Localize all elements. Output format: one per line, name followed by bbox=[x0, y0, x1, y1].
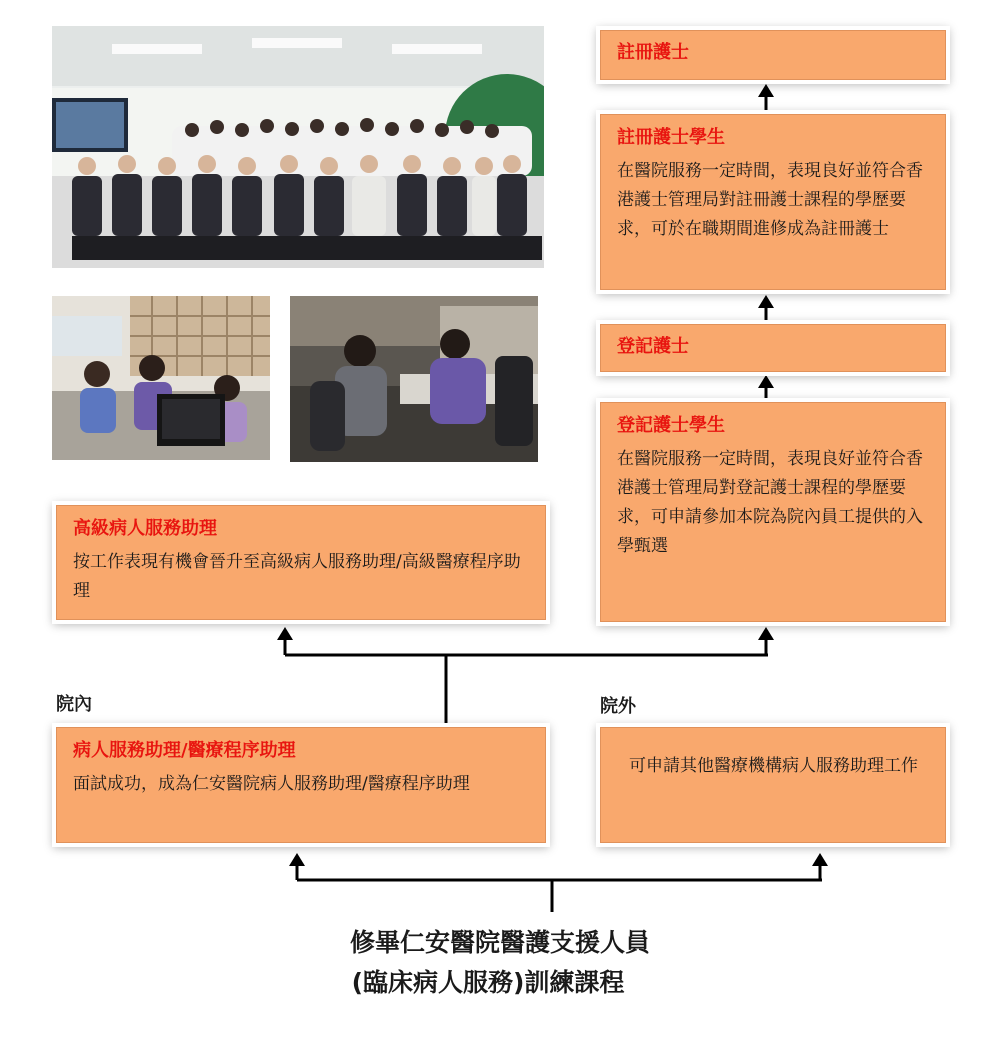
enrolled-nurse-student-desc: 在醫院服務一定時間，表現良好並符合香港護士管理局對登記護士課程的學歷要求，可申請參加本院為院內員工提供的入學甄選 bbox=[617, 449, 923, 556]
psa-box bbox=[56, 727, 546, 843]
senior-psa-title: 高級病人服務助理 bbox=[73, 518, 217, 539]
arrow-to-rn-student bbox=[758, 295, 774, 308]
senior-psa-desc: 按工作表現有機會晉升至高級病人服務助理/高級醫療程序助理 bbox=[73, 552, 521, 601]
registered-nurse-student-box bbox=[600, 114, 946, 290]
psa-desc: 面試成功，成為仁安醫院病人服務助理/醫療程序助理 bbox=[73, 774, 470, 794]
psa-title: 病人服務助理/醫療程序助理 bbox=[73, 740, 296, 761]
registered-nurse-box bbox=[600, 30, 946, 80]
enrolled-nurse-title: 登記護士 bbox=[617, 336, 689, 357]
course-title-line2: (臨床病人服務)訓練課程 bbox=[351, 968, 625, 997]
arrow-to-senior-psa bbox=[277, 627, 293, 640]
registered-nurse-student-desc: 在醫院服務一定時間，表現良好並符合香港護士管理局對註冊護士課程的學歷要求，可於在職期間進修成為註冊護士 bbox=[617, 161, 923, 239]
arrow-to-external bbox=[812, 853, 828, 866]
arrow-to-en-student bbox=[758, 627, 774, 640]
enrolled-nurse-box bbox=[600, 324, 946, 372]
internal-label: 院內 bbox=[56, 694, 92, 715]
registered-nurse-student-title: 註冊護士學生 bbox=[617, 127, 725, 148]
enrolled-nurse-student-title: 登記護士學生 bbox=[617, 415, 725, 436]
arrow-to-rn bbox=[758, 84, 774, 97]
registered-nurse-title: 註冊護士 bbox=[617, 42, 689, 63]
course-title-line1: 修畢仁安醫院醫護支援人員 bbox=[349, 928, 650, 957]
enrolled-nurse-student-box bbox=[600, 402, 946, 622]
senior-psa-box bbox=[56, 505, 546, 620]
arrow-to-psa bbox=[289, 853, 305, 866]
external-job-desc: 可申請其他醫療機構病人服務助理工作 bbox=[629, 756, 918, 776]
external-job-box bbox=[600, 727, 946, 843]
external-label: 院外 bbox=[600, 696, 636, 717]
arrow-to-en bbox=[758, 375, 774, 388]
